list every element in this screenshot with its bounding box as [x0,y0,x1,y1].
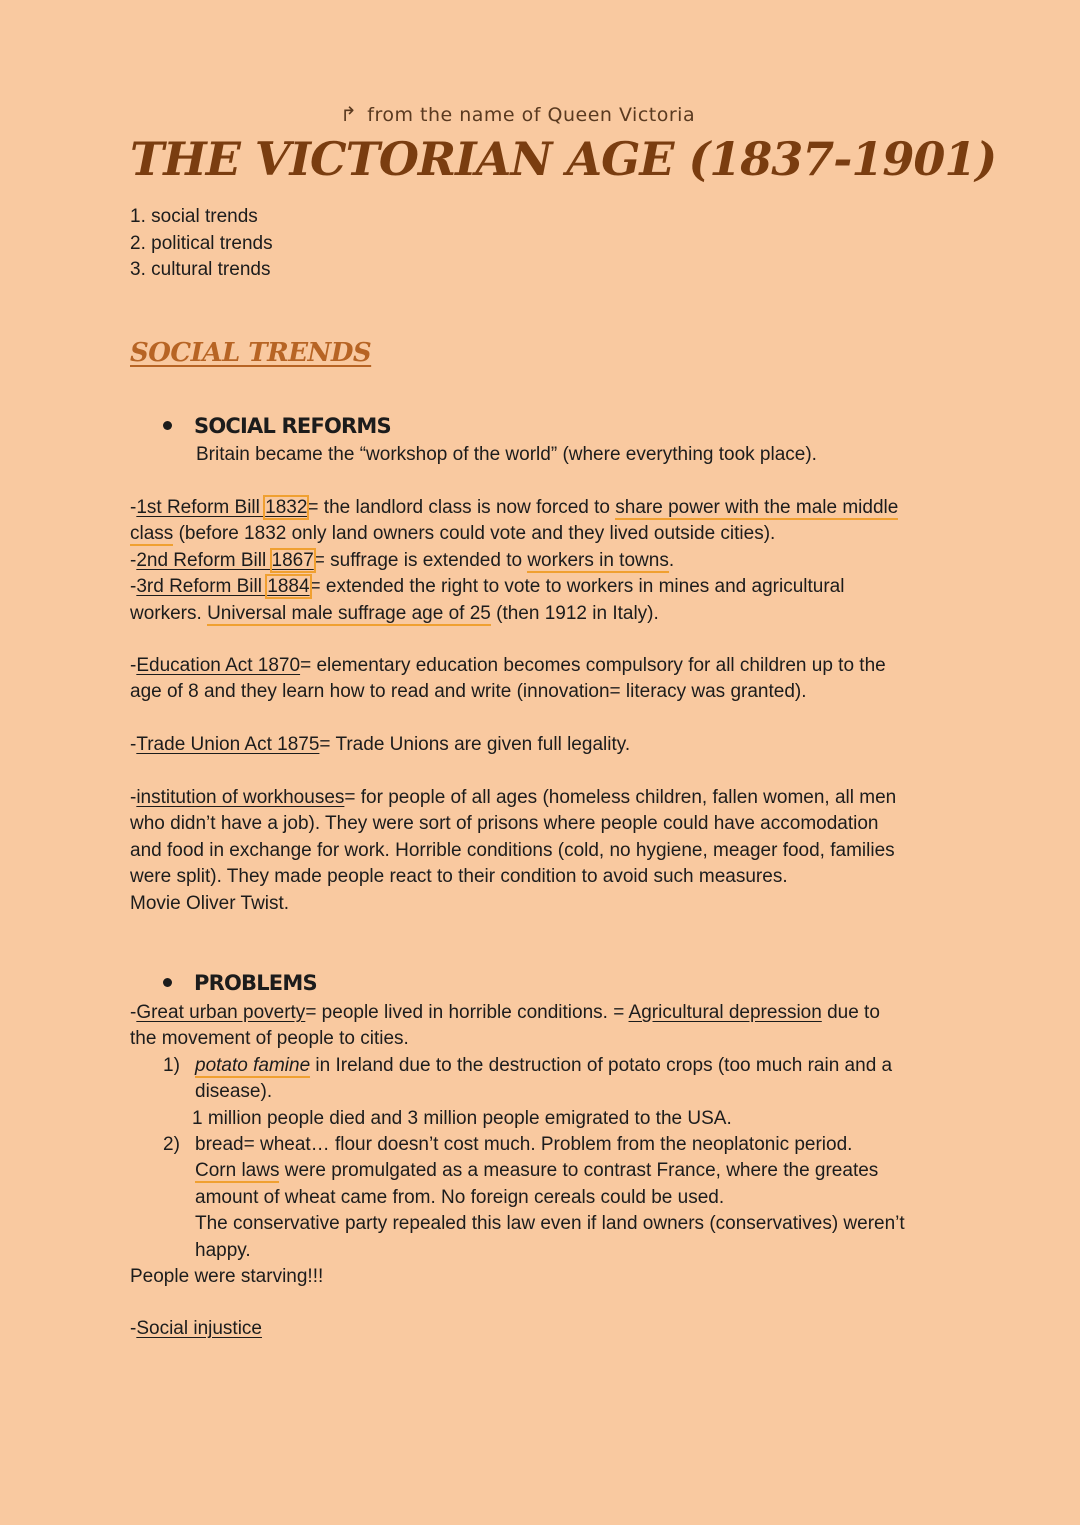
dash: - [130,1002,137,1023]
trade-union-act-name: Trade Union Act 1875 [136,734,320,755]
handwritten-note-text: from the name of Queen Victoria [367,104,696,126]
item-1-line-2: disease). [195,1081,273,1103]
list-number: 1) [163,1054,180,1076]
injustice-line [130,1316,950,1342]
bill-3-text: = extended the right to vote to workers in mines and agricultural [309,576,845,598]
workhouses-text: = for people of all ages (homeless children, fallen women, all men [344,787,897,808]
injustice-name: Social injustice [136,1318,262,1339]
education-line-1 [130,653,950,679]
bill-3-line-2 [130,601,950,627]
poverty-text: = people lived in horrible conditions. = [305,1002,629,1023]
workhouses [130,785,950,917]
bill-1-highlight-2: class [130,523,174,545]
heading-text: PROBLEMS [194,971,317,995]
social-reforms-heading [163,414,391,438]
list-number: 2) [163,1134,180,1156]
depression-text: due to [821,1002,880,1023]
bill-2-line [130,548,950,574]
education-text: = elementary education becomes compulsory for all children up to the [300,655,886,676]
workhouses-line-2: who didn’t have a job). They were sort of prisons where people could have accomodation [130,813,879,835]
dash: - [130,734,137,755]
dash: - [130,1318,137,1339]
dash: - [130,655,137,676]
toc-item: 2. political trends [130,232,273,254]
bill-3-year: 1884 [267,576,310,598]
item-2-line-3: amount of wheat came from. No foreign cereals could be used. [195,1186,725,1208]
bill-3-line [130,574,950,600]
bill-2-year: 1867 [271,549,314,571]
toc-item: 1. social trends [130,206,258,227]
item-1-text: in Ireland due to the destruction of potato crops (too much rain and a [310,1054,893,1076]
item-1-line-3: 1 million people died and 3 million people emigrated to the USA. [192,1107,732,1129]
workhouses-line-4: were split). They made people react to their condition to avoid such measures. [130,866,788,888]
item-2-text: bread= wheat… flour doesn’t cost much. Problem from the neoplatonic period. [195,1134,853,1156]
bill-3-text-2: workers. [130,602,208,624]
workhouses-name: institution of workhouses [136,787,345,808]
bill-1-line [130,495,950,521]
workhouses-line-1 [130,785,950,811]
bill-2-name: 2nd Reform Bill [136,549,272,571]
trade-union-text: = Trade Unions are given full legality. [319,734,631,755]
workhouses-line-5: Movie Oliver Twist. [130,892,290,914]
bill-3-name: 3rd Reform Bill [136,576,268,598]
list-item-1 [130,1053,950,1079]
section-title: SOCIAL TRENDS [130,338,372,368]
workhouses-line-3: and food in exchange for work. Horrible conditions (cold, no hygiene, meager food, families [130,839,895,861]
intro-text: Britain became the “workshop of the world” (where everything took place). [196,444,817,465]
bill-3-text-3: (then 1912 in Italy). [490,602,659,624]
education-act-name: Education Act 1870 [136,655,301,676]
bullet-icon [163,978,172,987]
education-act [130,653,950,706]
dash: - [130,549,137,571]
list-item-2 [130,1132,950,1158]
item-2-line-2 [130,1158,950,1184]
page-title: THE VICTORIAN AGE (1837-1901) [130,132,997,186]
potato-famine: potato famine [195,1054,311,1076]
bill-1-name: 1st Reform Bill [136,497,266,518]
bill-1-text: = the landlord class is now forced to [307,497,616,518]
toc-item: 3. cultural trends [130,259,271,280]
item-2-line-5: happy. [195,1239,251,1261]
item-2-text-2: were promulgated as a measure to contrast France, where the greates [279,1160,879,1182]
dash: - [130,787,137,808]
bill-1-year: 1832 [265,497,308,518]
social-injustice [130,1316,950,1342]
bill-1-line-2 [130,521,950,547]
corn-laws: Corn laws [195,1160,280,1182]
poverty-line [130,1000,950,1026]
trade-union-line [130,732,950,758]
bill-1-highlight: share power with the male middle [615,497,899,518]
trade-union-act [130,732,950,758]
problems-body [130,1000,950,1290]
bill-3-highlight: Universal male suffrage age of 25 [207,602,491,624]
depression-name: Agricultural depression [628,1002,822,1023]
education-line-2: age of 8 and they learn how to read and write (innovation= literacy was granted). [130,681,807,703]
bill-2-end: . [668,549,675,571]
problems-heading [163,971,317,995]
poverty-name: Great urban poverty [136,1002,306,1023]
bullet-icon [163,421,172,430]
handwritten-note [340,102,695,126]
arrow-icon: ↱ [340,102,358,126]
table-of-contents [130,204,273,284]
bill-2-text: = suffrage is extended to [313,549,528,571]
heading-text: SOCIAL REFORMS [194,414,391,438]
dash: - [130,576,137,598]
bill-2-highlight: workers in towns [527,549,669,571]
poverty-line-2: the movement of people to cities. [130,1028,409,1050]
starving-line: People were starving!!! [130,1266,324,1288]
reforms-intro [130,442,950,468]
bill-1-text-2: (before 1832 only land owners could vote and they lived outside cities). [173,523,776,545]
dash: - [130,497,137,518]
item-2-line-4: The conservative party repealed this law even if land owners (conservatives) weren’t [195,1213,905,1235]
reform-bills [130,495,950,627]
